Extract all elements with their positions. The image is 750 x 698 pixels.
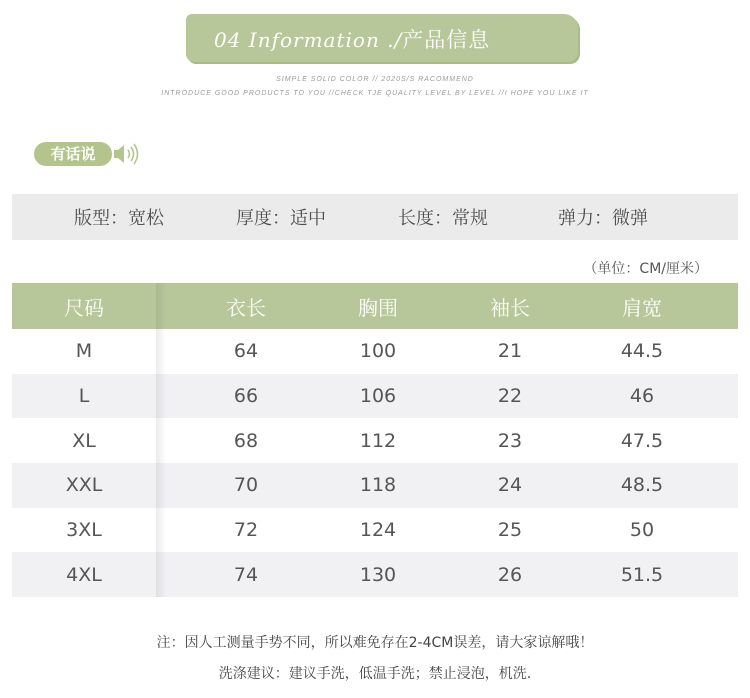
cell-chest: 112: [359, 429, 397, 452]
property-length: 长度：常规: [398, 208, 488, 229]
header-chest: 胸围: [358, 295, 398, 320]
column-divider: [156, 283, 166, 329]
measurement-note: 注：因人工测量手势不同，所以难免存在2-4CM误差，请大家谅解哦！: [156, 635, 594, 651]
cell-size: XL: [72, 429, 96, 452]
cell-length: 74: [233, 563, 259, 586]
cell-length: 68: [233, 429, 259, 452]
cell-size: 4XL: [66, 563, 102, 586]
cell-chest: 130: [359, 563, 397, 586]
page-title: [214, 22, 490, 58]
table-row: [12, 418, 738, 463]
cell-sleeve: 22: [497, 385, 523, 408]
column-divider: [156, 418, 166, 463]
table-row: [12, 374, 738, 419]
column-divider: [156, 463, 166, 508]
cell-shoulder: 47.5: [620, 429, 664, 452]
speaker-icon: [112, 142, 142, 166]
cell-chest: 124: [359, 519, 397, 542]
cell-shoulder: 48.5: [620, 474, 664, 497]
column-divider: [156, 329, 166, 374]
cell-sleeve: 24: [497, 474, 523, 497]
unit-note: （单位：CM/厘米）: [583, 261, 708, 277]
product-properties: [12, 194, 738, 240]
header-shoulder: 肩宽: [622, 295, 662, 320]
cell-sleeve: 23: [497, 429, 523, 452]
cell-shoulder: 50: [629, 519, 655, 542]
column-divider: [156, 552, 166, 597]
cell-length: 70: [233, 474, 259, 497]
table-row: [12, 508, 738, 553]
cell-length: 64: [233, 340, 259, 363]
cell-chest: 118: [359, 474, 397, 497]
cell-sleeve: 26: [497, 563, 523, 586]
cell-shoulder: 44.5: [620, 340, 664, 363]
cell-size: XXL: [65, 474, 103, 497]
property-thickness: 厚度：适中: [236, 208, 326, 229]
header-length: 衣长: [226, 295, 266, 320]
title-chinese: 产品信息: [402, 28, 491, 52]
cell-sleeve: 21: [497, 340, 523, 363]
cell-size: M: [75, 340, 93, 363]
cell-size: 3XL: [66, 519, 102, 542]
header: [0, 0, 750, 110]
cell-size: L: [78, 385, 90, 408]
cell-sleeve: 25: [497, 519, 523, 542]
property-fit: 版型：宽松: [74, 208, 164, 229]
subtitle-line-1: SIMPLE SOLID COLOR // 2020S/S RACOMMEND: [276, 76, 474, 83]
cell-length: 66: [233, 385, 259, 408]
table-row: [12, 552, 738, 597]
cell-shoulder: 46: [629, 385, 655, 408]
subtitle-line-2: INTRODUCE GOOD PRODUCTS TO YOU //CHECK TJE QUALITY LEVEL BY LEVEL //I HOPE YOU LIKE IT: [161, 90, 589, 97]
cell-shoulder: 51.5: [620, 563, 664, 586]
column-divider: [156, 508, 166, 553]
header-size: 尺码: [64, 295, 104, 320]
column-divider: [156, 374, 166, 419]
cell-length: 72: [233, 519, 259, 542]
cell-chest: 106: [359, 385, 397, 408]
talk-badge: 有话说: [34, 142, 112, 166]
header-sleeve: 袖长: [490, 295, 530, 320]
cell-chest: 100: [359, 340, 397, 363]
property-elasticity: 弹力：微弹: [558, 208, 648, 229]
table-header: [12, 283, 738, 329]
washing-note: 洗涤建议：建议手洗，低温手洗；禁止浸泡，机洗.: [218, 666, 532, 682]
table-row: [12, 463, 738, 508]
table-row: [12, 329, 738, 374]
size-table: [12, 283, 738, 597]
title-english: 04 Information ./: [214, 28, 403, 52]
